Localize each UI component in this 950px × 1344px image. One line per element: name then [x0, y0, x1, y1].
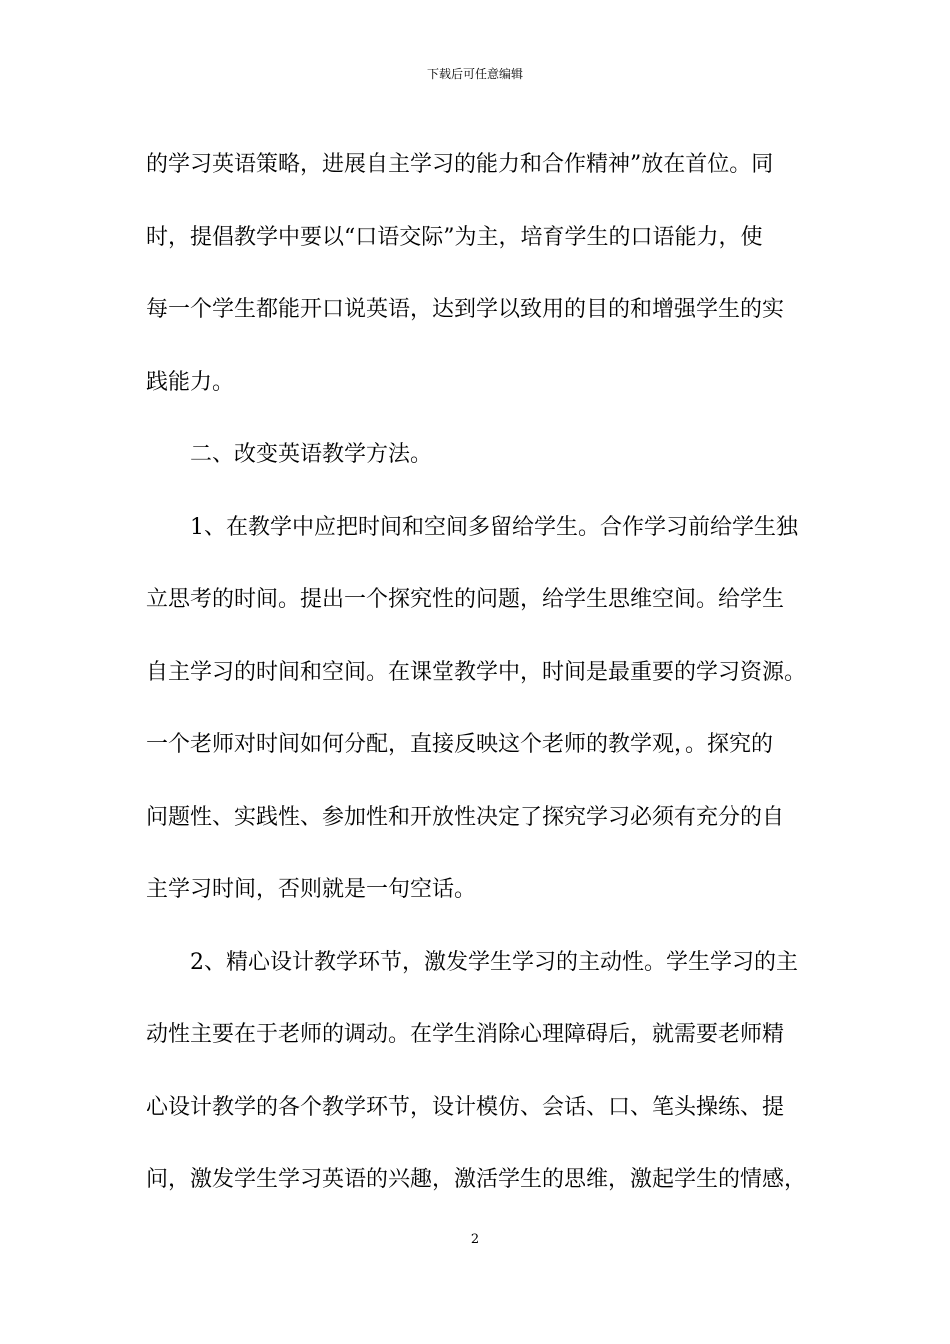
document-body — [146, 129, 816, 1217]
text-line: 问，激发学生学习英语的兴趣，激活学生的思维，激起学生的情感， — [146, 1167, 807, 1192]
text-line: 1、在教学中应把时间和空间多留给学生。合作学习前给学生独 — [146, 514, 798, 540]
text-line: 立思考的时间。提出一个探究性的问题，给学生思维空间。给学生 — [146, 587, 785, 612]
text-line: 的学习英语策略，进展自主学习的能力和合作精神”放在首位。同 — [146, 152, 774, 177]
text-line: 时，提倡教学中要以“口语交际”为主，培育学生的口语能力，使 — [146, 224, 763, 250]
text-line: 每一个学生都能开口说英语，达到学以致用的目的和增强学生的实 — [146, 297, 785, 322]
section-heading: 二、改变英语教学方法。 — [146, 442, 433, 467]
text-line: 一个老师对时间如何分配，直接反映这个老师的教学观，。探究的 — [146, 732, 774, 757]
text-line: 主学习时间，否则就是一句空话。 — [146, 877, 477, 902]
text-line: 动性主要在于老师的调动。在学生消除心理障碍后，就需要老师精 — [146, 1022, 785, 1047]
text-line: 心设计教学的各个教学环节，设计模仿、会话、口、笔头操练、提 — [146, 1094, 785, 1120]
text-line: 问题性、实践性、参加性和开放性决定了探究学习必须有充分的自 — [146, 804, 785, 830]
text-line: 自主学习的时间和空间。在课堂教学中，时间是最重要的学习资源。 — [146, 659, 807, 685]
text-line: 2、精心设计教学环节，激发学生学习的主动性。学生学习的主 — [146, 949, 798, 975]
page-number: 2 — [470, 1232, 480, 1247]
text-line: 践能力。 — [146, 369, 235, 395]
page-header: 下载后可任意编辑 — [426, 67, 523, 81]
